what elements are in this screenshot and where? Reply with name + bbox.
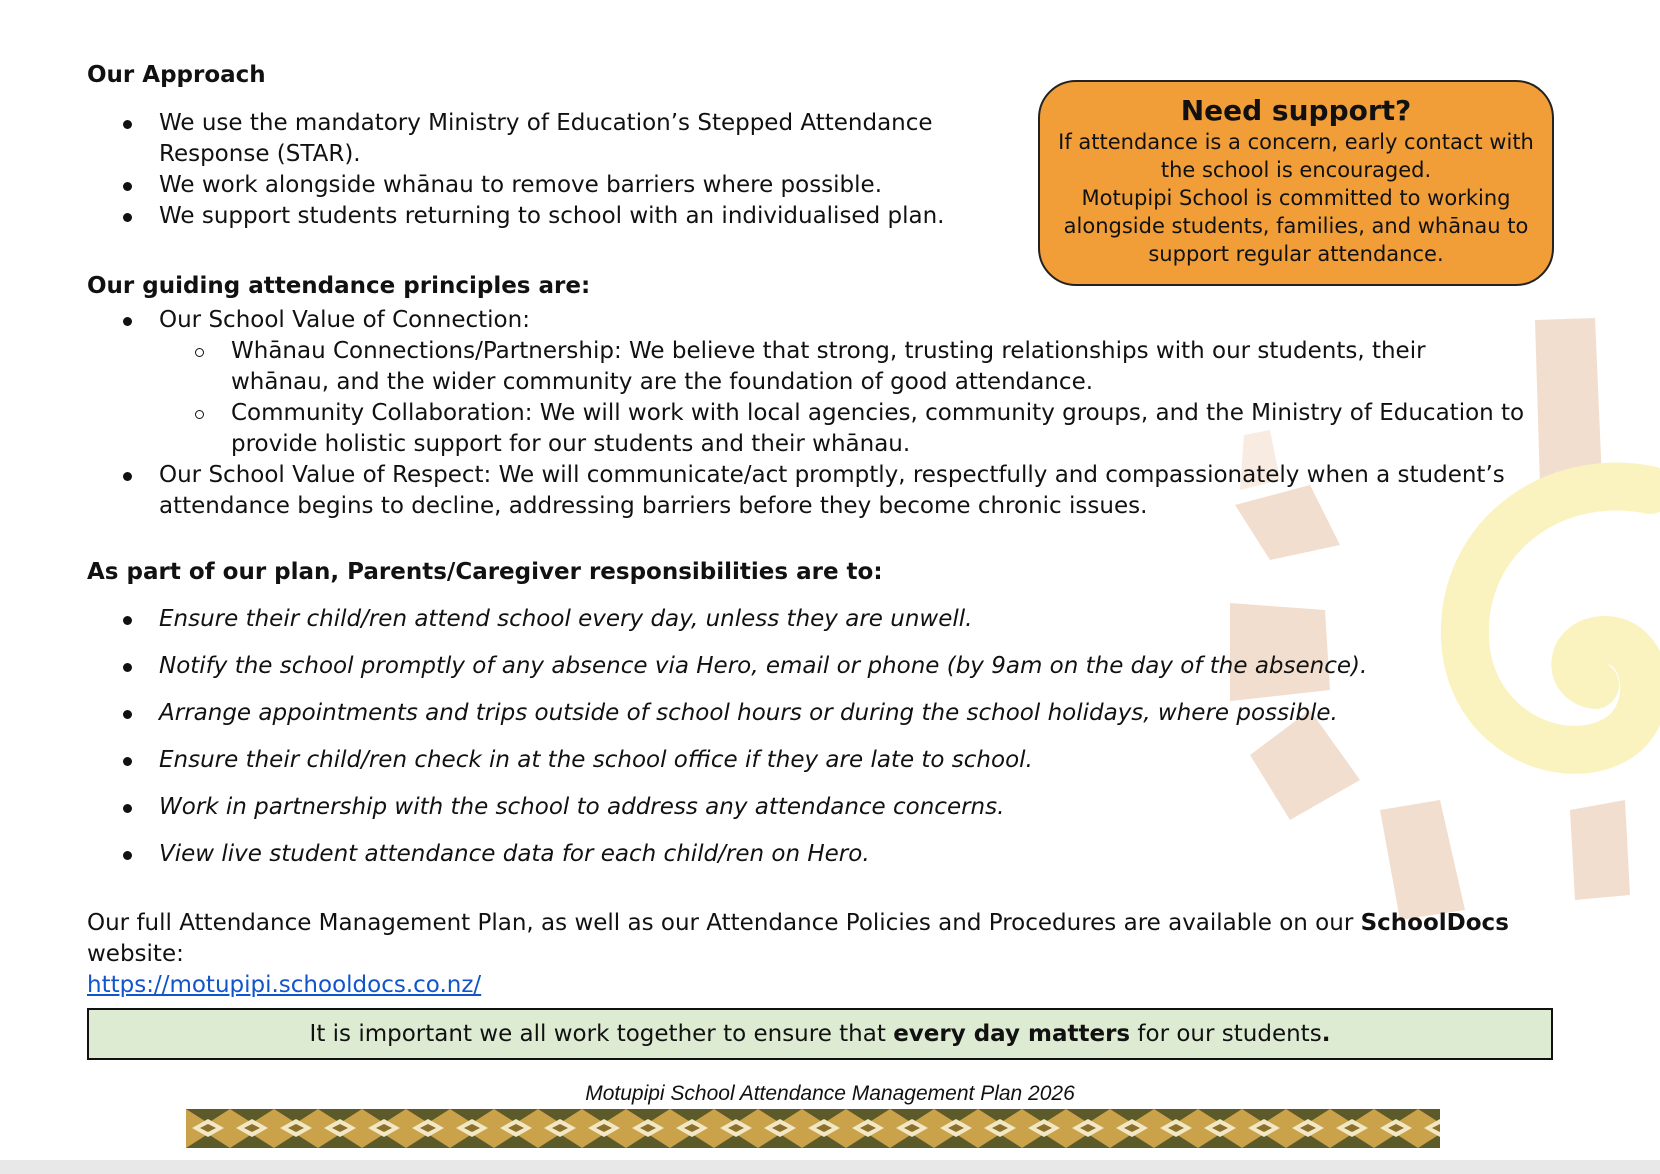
callout-line: Motupipi School is committed to working — [1081, 186, 1511, 210]
every-day-matters-banner: It is important we all work together to ensure that every day matters for our students. — [87, 1008, 1553, 1060]
hollow-bullet-icon — [195, 348, 204, 357]
bullet-icon — [123, 663, 132, 672]
list-item: We work alongside whānau to remove barriers where possible. — [87, 170, 1007, 201]
bullet-icon — [123, 851, 132, 860]
list-item: Our School Value of Respect: We will communicate/act promptly, respectfully and compassionately when a student’s attendance begins to decline, addressing barriers before they become chronic issues. — [87, 460, 1527, 522]
bullet-icon — [123, 213, 132, 222]
callout-title: Need support? — [1180, 94, 1412, 127]
principles-list — [87, 305, 1527, 522]
bullet-icon — [123, 120, 132, 129]
bullet-icon — [123, 804, 132, 813]
list-item: Ensure their child/ren check in at the school office if they are late to school. — [87, 745, 1527, 776]
list-item: Notify the school promptly of any absence via Hero, email or phone (by 9am on the day of the absence). — [87, 651, 1527, 682]
list-item: Work in partnership with the school to address any attendance concerns. — [87, 792, 1527, 823]
callout-line: If attendance is a concern, early contact with — [1058, 130, 1534, 154]
approach-heading: Our Approach — [87, 62, 266, 88]
bullet-icon — [123, 710, 132, 719]
callout-line: the school is encouraged. — [1160, 158, 1432, 182]
list-item: Ensure their child/ren attend school every day, unless they are unwell. — [87, 604, 1527, 635]
callout-line: alongside students, families, and whānau to — [1063, 214, 1529, 238]
decorative-pattern-strip — [186, 1109, 1440, 1148]
list-item: View live student attendance data for each child/ren on Hero. — [87, 839, 1527, 870]
callout-line: support regular attendance. — [1148, 242, 1444, 266]
list-item — [87, 305, 1527, 460]
footer-title: Motupipi School Attendance Management Plan 2026 — [585, 1082, 1075, 1105]
approach-list — [87, 108, 1007, 232]
list-item: Arrange appointments and trips outside of school hours or during the school holidays, where possible. — [87, 698, 1527, 729]
parents-heading: As part of our plan, Parents/Caregiver responsibilities are to: — [87, 559, 883, 585]
list-item: We support students returning to school with an individualised plan. — [87, 201, 1007, 232]
bullet-icon — [123, 757, 132, 766]
hollow-bullet-icon — [195, 410, 204, 419]
full-plan-paragraph: Our full Attendance Management Plan, as well as our Attendance Policies and Procedures are available on our SchoolDocs website: https://motupipi.schooldocs.co.nz/ — [87, 910, 1509, 998]
connection-sublist — [159, 336, 1527, 460]
principles-heading: Our guiding attendance principles are: — [87, 273, 591, 299]
bottom-bar — [0, 1160, 1660, 1174]
schooldocs-link[interactable]: https://motupipi.schooldocs.co.nz/ — [87, 972, 482, 998]
bullet-icon — [123, 182, 132, 191]
list-item: Community Collaboration: We will work with local agencies, community groups, and the Ministry of Education to provide holistic support for our students and their whānau. — [159, 398, 1527, 460]
need-support-callout — [1038, 80, 1554, 286]
list-item: Whānau Connections/Partnership: We believe that strong, trusting relationships with our students, their whānau, and the wider community are the foundation of good attendance. — [159, 336, 1527, 398]
schooldocs-name: SchoolDocs — [1360, 910, 1509, 936]
bullet-icon — [123, 472, 132, 481]
list-item: We use the mandatory Ministry of Education’s Stepped Attendance Response (STAR). — [87, 108, 1007, 170]
connection-label: Our School Value of Connection: — [159, 307, 530, 333]
bullet-icon — [123, 317, 132, 326]
bullet-icon — [123, 616, 132, 625]
parents-list — [87, 604, 1527, 870]
